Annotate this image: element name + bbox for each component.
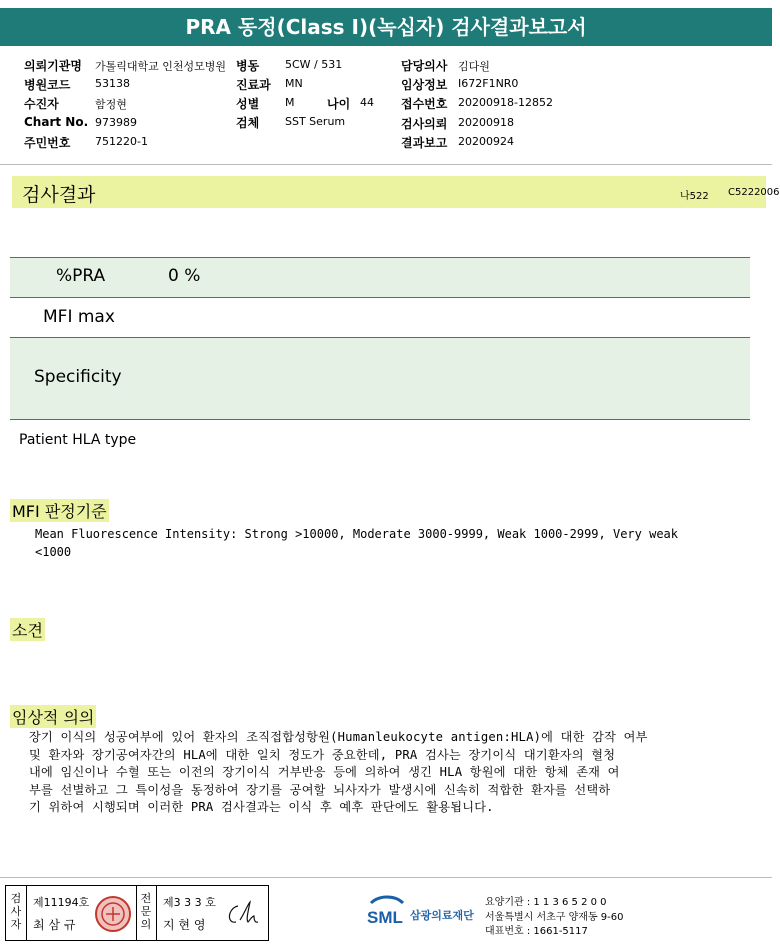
- sex-label: 성별: [236, 97, 260, 111]
- ward-value: 5CW / 531: [285, 58, 343, 71]
- mfi-criteria-line: Mean Fluorescence Intensity: Strong >10000, Moderate 3000-9999, Weak 1000-2999, Very weak: [35, 527, 678, 541]
- hospital-code-label: 병원코드: [24, 78, 71, 92]
- examiner-license: 제11194호: [33, 896, 90, 909]
- org-name: 삼광의료재단: [410, 909, 474, 922]
- examiner-name: 최 삼 규: [33, 918, 76, 932]
- pra-value: 0 %: [168, 266, 201, 286]
- results-section-title: 검사결과: [22, 184, 96, 206]
- age-value: 44: [360, 96, 374, 109]
- signature-box: [5, 885, 269, 941]
- footer-divider: [0, 877, 772, 878]
- org-logo-text: SML: [367, 908, 403, 927]
- clinical-value: I672F1NR0: [458, 77, 519, 90]
- patient-info-header: [0, 46, 772, 165]
- specificity-row: [10, 338, 750, 419]
- chart-no-value: 973989: [95, 116, 137, 129]
- ward-label: 병동: [236, 59, 260, 73]
- opinion-title: 소견: [10, 618, 45, 641]
- org-phone: 대표번호 : 1661-5117: [485, 926, 588, 937]
- report-date-label: 결과보고: [401, 136, 448, 150]
- significance-line: 기 위하여 시행되며 이러한 PRA 검사결과는 이식 후 예후 판단에도 활용됩니다.: [29, 800, 494, 814]
- patient-value: 함정현: [95, 98, 127, 111]
- pra-label: %PRA: [56, 266, 106, 286]
- hospital-value: 가톨릭대학교 인천성모병원: [95, 60, 227, 73]
- org-address: 서울특별시 서초구 양재동 9-60: [485, 912, 624, 923]
- significance-line: 장기 이식의 성공여부에 있어 환자의 조직접합성항원(Humanleukocyte antigen:HLA)에 대한 감작 여부: [29, 730, 648, 744]
- seal-stamp-icon: [94, 895, 132, 933]
- request-value: 20200918: [458, 116, 514, 129]
- order-code: C5222006: [728, 187, 780, 198]
- clinical-label: 임상정보: [401, 78, 448, 92]
- request-label: 검사의뢰: [401, 117, 448, 131]
- test-code: 나522: [680, 191, 709, 202]
- mfi-criteria-text: [35, 526, 755, 561]
- significance-line: 및 환자와 장기공여자간의 HLA에 대한 일치 정도가 중요한데, PRA 검사는 장기이식 대기환자의 혈청: [29, 747, 616, 762]
- mfi-max-label: MFI max: [43, 307, 115, 327]
- hospital-label: 의뢰기관명: [24, 59, 82, 73]
- table-bottom-line: [10, 419, 750, 420]
- patient-hla-label: Patient HLA type: [19, 432, 137, 448]
- sex-value: M: [285, 96, 295, 109]
- results-section-header: [12, 176, 780, 208]
- receipt-value: 20200918-12852: [458, 96, 553, 109]
- signature-icon: [224, 898, 262, 930]
- significance-text: [29, 729, 759, 817]
- receipt-label: 접수번호: [401, 97, 448, 111]
- report-date-value: 20200924: [458, 135, 514, 148]
- mfi-criteria-line: <1000: [35, 544, 72, 559]
- resident-no-value: 751220-1: [95, 135, 148, 148]
- org-code: 요양기관 : 1 1 3 6 5 2 0 0: [485, 897, 607, 908]
- chart-no-label: Chart No.: [24, 115, 89, 129]
- dept-label: 진료과: [236, 78, 271, 92]
- sml-logo-icon: [365, 893, 409, 929]
- doctor-license: 제3 3 3 호: [163, 896, 216, 909]
- doctor-value: 김다원: [458, 60, 490, 73]
- dept-value: MN: [285, 77, 303, 90]
- doctor-sign-label: 전문의: [140, 892, 152, 931]
- resident-no-label: 주민번호: [24, 136, 71, 150]
- pra-row: [10, 258, 750, 297]
- significance-line: 부를 선별하고 그 특이성을 동정하여 장기를 공여할 뇌사자가 발생시에 신속히 적합한 환자를 선택하: [29, 782, 611, 797]
- specimen-value: SST Serum: [285, 115, 346, 128]
- doctor-name: 지 현 영: [163, 918, 206, 932]
- age-label: 나이: [327, 97, 351, 111]
- mfi-criteria-title: MFI 판정기준: [10, 499, 109, 522]
- significance-title: 임상적 의의: [10, 705, 96, 728]
- specimen-label: 검체: [236, 116, 260, 130]
- doctor-label: 담당의사: [401, 59, 448, 73]
- report-title: PRA 동정(Class I)(녹십자) 검사결과보고서: [0, 8, 772, 46]
- examiner-label: 검사자: [10, 892, 22, 931]
- significance-line: 내에 임신이나 수혈 또는 이전의 장기이식 거부반응 등에 의하여 생긴 HLA 항원에 대한 항체 존재 여: [29, 765, 620, 779]
- mfi-max-row: [10, 298, 750, 337]
- hospital-code-value: 53138: [95, 77, 130, 90]
- specificity-label: Specificity: [34, 367, 122, 387]
- patient-label: 수진자: [24, 97, 59, 111]
